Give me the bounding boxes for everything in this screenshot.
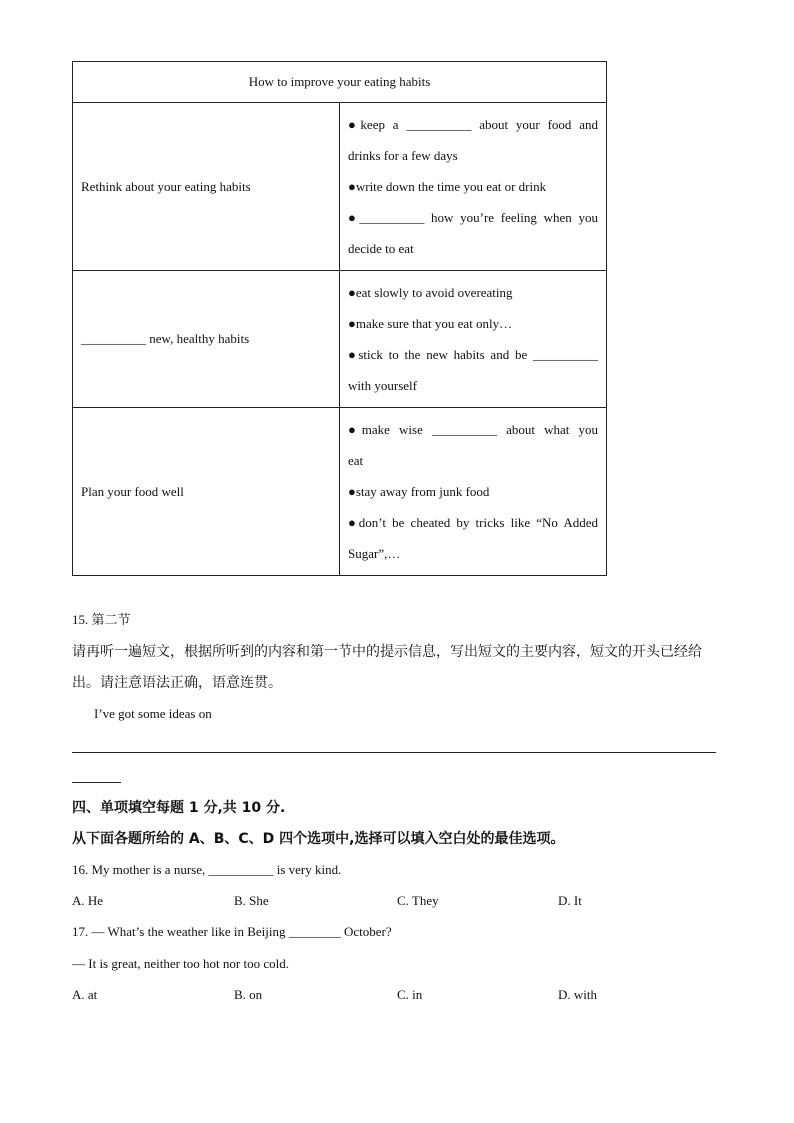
eating-habits-table (72, 61, 607, 576)
tip-item (348, 171, 598, 202)
section-15-title: 15. 第二节 (72, 612, 131, 627)
tip-item (348, 308, 598, 339)
writing-starter: I’ve got some ideas on (94, 706, 212, 721)
tip-line: ●stick to the new habits and be __________ (348, 347, 598, 362)
row-heading: Rethink about your eating habits (73, 103, 340, 271)
question-17-reply: — It is great, neither too hot nor too cold. (72, 956, 289, 971)
tip-item (348, 339, 598, 401)
option-a: A. He (72, 893, 104, 908)
tip-line: ●don’t be cheated by tricks like “No Added (348, 515, 598, 530)
tip-item (348, 202, 598, 264)
tip-item (348, 277, 598, 308)
tip-line: ●stay away from junk food (348, 484, 490, 499)
tip-line: ●write down the time you eat or drink (348, 179, 547, 194)
part-4-heading: 四、单项填空每题 1 分,共 10 分. (72, 800, 286, 816)
option-d: D. with (558, 987, 597, 1002)
question-16-options (72, 891, 632, 911)
tip-line: eat (348, 453, 364, 468)
question-16-stem: 16. My mother is a nurse, __________ is very kind. (72, 862, 342, 877)
tip-line: ●make sure that you eat only… (348, 316, 513, 331)
question-17-options (72, 985, 632, 1005)
tip-item (348, 476, 598, 507)
tip-line: Sugar”,… (348, 546, 401, 561)
tip-item (348, 109, 598, 171)
row-heading: Plan your food well (73, 408, 340, 576)
section-15-instruction: 请再听一遍短文，根据所听到的内容和第一节中的提示信息，写出短文的主要内容，短文的开头已经给出。请注意语法正确，语意连贯。 (72, 644, 702, 691)
option-c: C. in (397, 987, 423, 1002)
table-row (73, 271, 607, 408)
tip-line: ●__________ how you’re feeling when you (348, 210, 598, 225)
part-4-instruction: 从下面各题所给的 A、B、C、D 四个选项中,选择可以填入空白处的最佳选项。 (72, 831, 565, 847)
tips-cell (340, 103, 607, 271)
tip-line: ●eat slowly to avoid overeating (348, 285, 513, 300)
tips-cell (340, 408, 607, 576)
answer-line-short (72, 782, 121, 783)
table-title: How to improve your eating habits (73, 62, 607, 103)
tip-line: ●keep a __________ about your food and (348, 117, 598, 132)
tips-cell (340, 271, 607, 408)
option-d: D. It (558, 893, 582, 908)
option-b: B. She (234, 893, 269, 908)
table-row (73, 408, 607, 576)
answer-line (72, 752, 716, 753)
option-b: B. on (234, 987, 263, 1002)
tip-item (348, 507, 598, 569)
tip-line: drinks for a few days (348, 148, 458, 163)
row-heading: __________ new, healthy habits (73, 271, 340, 408)
tip-line: decide to eat (348, 241, 414, 256)
option-c: C. They (397, 893, 439, 908)
table-row (73, 103, 607, 271)
tip-line: with yourself (348, 378, 417, 393)
tip-item (348, 414, 598, 476)
option-a: A. at (72, 987, 98, 1002)
table-header-row (73, 62, 607, 103)
tip-line: ●make wise __________ about what you (348, 422, 598, 437)
question-17-stem: 17. — What’s the weather like in Beijing ________ October? (72, 924, 392, 939)
